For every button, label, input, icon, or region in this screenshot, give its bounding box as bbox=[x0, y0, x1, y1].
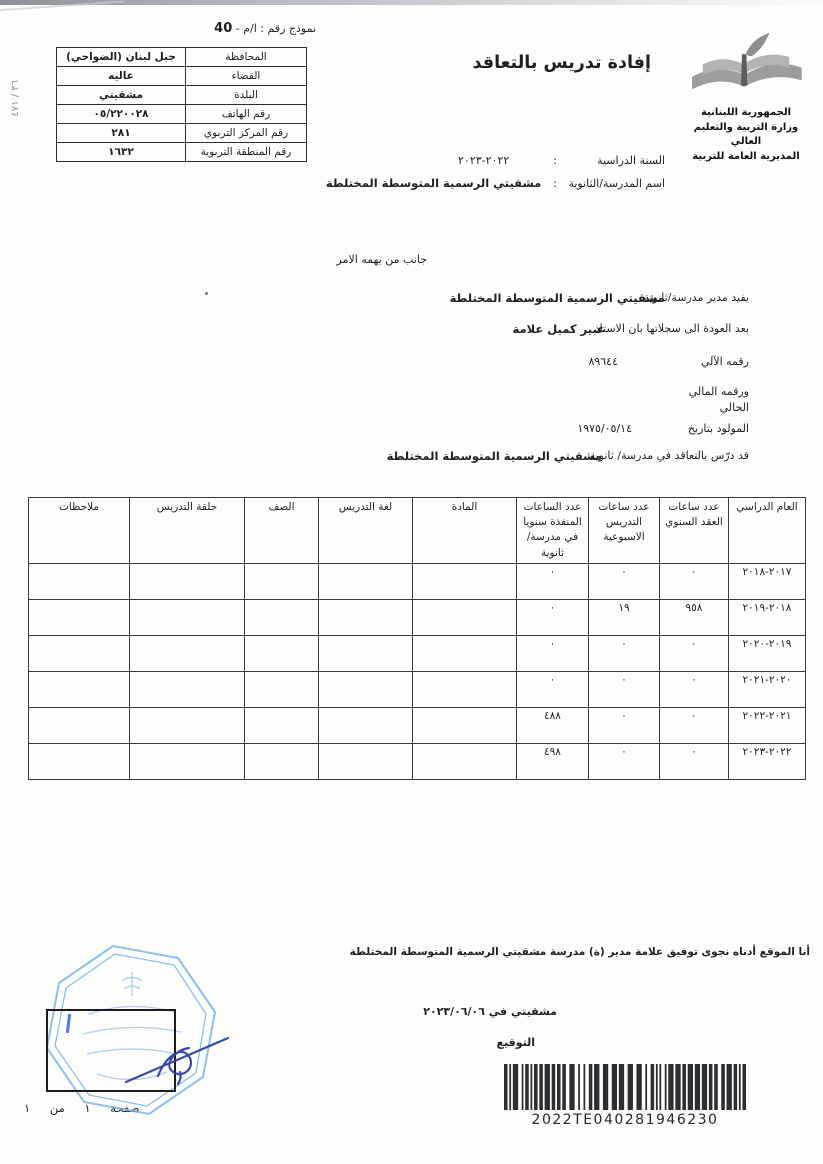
col-cycle: حلقة التدريس bbox=[130, 498, 245, 564]
table-row bbox=[57, 48, 307, 67]
open-book-leaf-icon bbox=[677, 87, 815, 106]
cell-weekly-hours: ٠ bbox=[589, 672, 660, 708]
table-row bbox=[57, 124, 307, 143]
barcode-bars-icon bbox=[504, 1064, 746, 1110]
cell-executed-hours: ٠ bbox=[517, 564, 589, 600]
teaching-history-table bbox=[28, 497, 806, 780]
birth-date-value: ١٩٧٥/٠٥/١٤ bbox=[577, 422, 632, 435]
teacher-name-line bbox=[40, 322, 749, 335]
form-number bbox=[158, 21, 316, 36]
school-year-row bbox=[326, 149, 665, 172]
cell-weekly-hours: ٠ bbox=[589, 564, 660, 600]
contract-school-value: مشقيتي الرسمية المتوسطة المختلطة bbox=[386, 449, 602, 463]
financial-id-label2: الحالي bbox=[719, 401, 749, 414]
cell-year: ٢٠١٧-٢٠١٨ bbox=[729, 564, 806, 600]
page-number-label: صفحة ١ من ١ bbox=[24, 1101, 140, 1115]
cell-contract-hours: ٠ bbox=[660, 636, 729, 672]
col-year: العام الدراسي bbox=[729, 498, 806, 564]
school-name-row bbox=[326, 172, 665, 195]
table-row bbox=[29, 672, 806, 708]
cell-language bbox=[319, 564, 413, 600]
director-label: يفيد مدير مدرسة/ثانوية bbox=[643, 291, 749, 304]
ink-speck bbox=[205, 292, 208, 295]
school-year-label: السنة الدراسية bbox=[597, 154, 665, 167]
form-number-label: نموذج رقم : ا/م - bbox=[235, 22, 316, 35]
col-grade: الصف bbox=[245, 498, 319, 564]
cell-notes bbox=[29, 708, 130, 744]
cell-grade bbox=[245, 636, 319, 672]
handwritten-margin-note: ٣٦ / ٤٧١ bbox=[10, 80, 21, 117]
cell-language bbox=[319, 672, 413, 708]
cell-language bbox=[319, 636, 413, 672]
cell-grade bbox=[245, 708, 319, 744]
school-year-value: ٢٠٢٢-٢٠٢٣ bbox=[458, 154, 510, 167]
cell-notes bbox=[29, 672, 130, 708]
ministry-logo bbox=[677, 30, 815, 164]
cell-grade bbox=[245, 600, 319, 636]
birth-date-line bbox=[40, 422, 749, 435]
cell-notes bbox=[29, 564, 130, 600]
table-row bbox=[57, 67, 307, 86]
table-row bbox=[57, 143, 307, 162]
cell-year: ٢٠٢٠-٢٠٢١ bbox=[729, 672, 806, 708]
cell-language bbox=[319, 600, 413, 636]
cell-grade bbox=[245, 672, 319, 708]
info-label: القضاء bbox=[186, 67, 307, 86]
table-row bbox=[29, 744, 806, 780]
header-fields bbox=[326, 149, 665, 195]
col-contract-hours: عدد ساعات العقد السنوي bbox=[660, 498, 729, 564]
signature-label: التوقيع bbox=[496, 1036, 535, 1049]
director-signature-ink bbox=[120, 1026, 240, 1090]
table-row bbox=[29, 564, 806, 600]
financial-id-label: ورقمه المالي bbox=[688, 385, 749, 398]
barcode bbox=[504, 1064, 746, 1128]
cell-cycle bbox=[130, 672, 245, 708]
cell-subject bbox=[413, 564, 517, 600]
auto-id-value: ٨٩٦٤٤ bbox=[588, 355, 618, 368]
info-value: ٠٥/٢٢٠٠٢٨ bbox=[57, 105, 186, 124]
birth-label: المولود بتاريخ bbox=[687, 422, 749, 435]
cell-subject bbox=[413, 636, 517, 672]
cell-executed-hours: ٠ bbox=[517, 636, 589, 672]
col-subject: المادة bbox=[413, 498, 517, 564]
cell-executed-hours: ٠ bbox=[517, 600, 589, 636]
table-row bbox=[57, 105, 307, 124]
info-value: ٢٨١ bbox=[57, 124, 186, 143]
cell-contract-hours: ٩٥٨ bbox=[660, 600, 729, 636]
info-label: المحافظة bbox=[186, 48, 307, 67]
cell-contract-hours: ٠ bbox=[660, 744, 729, 780]
info-label: البلدة bbox=[186, 86, 307, 105]
colon: : bbox=[553, 154, 557, 167]
cell-year: ٢٠١٨-٢٠١٩ bbox=[729, 600, 806, 636]
cell-subject bbox=[413, 744, 517, 780]
table-header-row bbox=[29, 498, 806, 564]
table-row bbox=[29, 600, 806, 636]
cell-weekly-hours: ٠ bbox=[589, 636, 660, 672]
cell-weekly-hours: ٠ bbox=[589, 744, 660, 780]
info-label: رقم المركز التربوي bbox=[186, 124, 307, 143]
teacher-name-value: عبير كميل علامة bbox=[512, 322, 605, 336]
cell-language bbox=[319, 744, 413, 780]
info-label: رقم الهاتف bbox=[186, 105, 307, 124]
cell-executed-hours: ٤٩٨ bbox=[517, 744, 589, 780]
place-date-line: مشقيتي في ٢٠٢٣/٠٦/٠٦ bbox=[423, 1005, 557, 1018]
ministry-country-line: الجمهورية اللبنانية bbox=[700, 107, 792, 118]
cell-contract-hours: ٠ bbox=[660, 672, 729, 708]
col-weekly-hours: عدد ساعات التدريس الاسبوعية bbox=[589, 498, 660, 564]
cell-language bbox=[319, 708, 413, 744]
cell-subject bbox=[413, 600, 517, 636]
cell-weekly-hours: ٠ bbox=[589, 708, 660, 744]
table-row bbox=[29, 636, 806, 672]
cell-contract-hours: ٠ bbox=[660, 708, 729, 744]
records-label: بعد العودة الى سجلاتها بان الاستاذ bbox=[594, 322, 749, 335]
cell-weekly-hours: ١٩ bbox=[589, 600, 660, 636]
declaration-line: أنا الموقع أدناه نجوى توفيق علامة مدير (ة) مدرسة مشقيتي الرسمية المتوسطة المختلطة bbox=[349, 946, 810, 958]
contract-label: قد درّس بالتعاقد في مدرسة/ ثانوية bbox=[589, 449, 749, 462]
cell-executed-hours: ٤٨٨ bbox=[517, 708, 589, 744]
cell-contract-hours: ٠ bbox=[660, 564, 729, 600]
cell-executed-hours: ٠ bbox=[517, 672, 589, 708]
barcode-number: 2022TE040281946230 bbox=[531, 1112, 719, 1128]
cell-cycle bbox=[130, 708, 245, 744]
director-school-value: مشقيتي الرسمية المتوسطة المختلطة bbox=[449, 291, 665, 305]
cell-grade bbox=[245, 564, 319, 600]
info-value: ١٦٣٢ bbox=[57, 143, 186, 162]
colon: : bbox=[553, 177, 557, 190]
school-name-label: اسم المدرسة/الثانوية bbox=[568, 177, 665, 190]
form-number-value: 40 bbox=[214, 21, 233, 36]
cell-notes bbox=[29, 636, 130, 672]
ministry-name-line: وزارة التربية والتعليم العالي bbox=[693, 121, 799, 147]
col-notes: ملاحظات bbox=[29, 498, 130, 564]
cell-notes bbox=[29, 600, 130, 636]
school-name-value: مشقيتي الرسمية المتوسطة المختلطة bbox=[325, 176, 542, 190]
cell-subject bbox=[413, 708, 517, 744]
contract-school-line bbox=[40, 449, 749, 462]
info-value: مشقيتي bbox=[57, 86, 186, 105]
auto-id-label: رقمه الآلي bbox=[700, 355, 749, 368]
cell-cycle bbox=[130, 564, 245, 600]
cell-subject bbox=[413, 672, 517, 708]
cell-grade bbox=[245, 744, 319, 780]
ministry-directorate-line: المديرية العامة للتربية bbox=[692, 150, 800, 162]
school-info-table bbox=[56, 47, 307, 162]
table-row bbox=[29, 708, 806, 744]
to-whom-line: جانب من يهمه الامر bbox=[336, 253, 427, 266]
cell-year: ٢٠١٩-٢٠٢٠ bbox=[729, 636, 806, 672]
info-value: عاليه bbox=[57, 67, 186, 86]
cell-cycle bbox=[130, 744, 245, 780]
financial-id-line bbox=[40, 384, 749, 416]
page-title: إفادة تدريس بالتعاقد bbox=[472, 53, 651, 73]
col-executed-hours: عدد الساعات المنفذة سنويا في مدرسة/ثانوية bbox=[517, 498, 589, 564]
cell-cycle bbox=[130, 600, 245, 636]
table-row bbox=[57, 86, 307, 105]
cell-notes bbox=[29, 744, 130, 780]
cell-cycle bbox=[130, 636, 245, 672]
director-school-line bbox=[40, 291, 749, 304]
info-label: رقم المنطقة التربوية bbox=[186, 143, 307, 162]
col-language: لغة التدريس bbox=[319, 498, 413, 564]
info-value: جبل لبنان (الضواحي) bbox=[57, 48, 186, 67]
cell-year: ٢٠٢١-٢٠٢٢ bbox=[729, 708, 806, 744]
teacher-auto-id-line bbox=[40, 355, 749, 368]
cell-year: ٢٠٢٢-٢٠٢٣ bbox=[729, 744, 806, 780]
